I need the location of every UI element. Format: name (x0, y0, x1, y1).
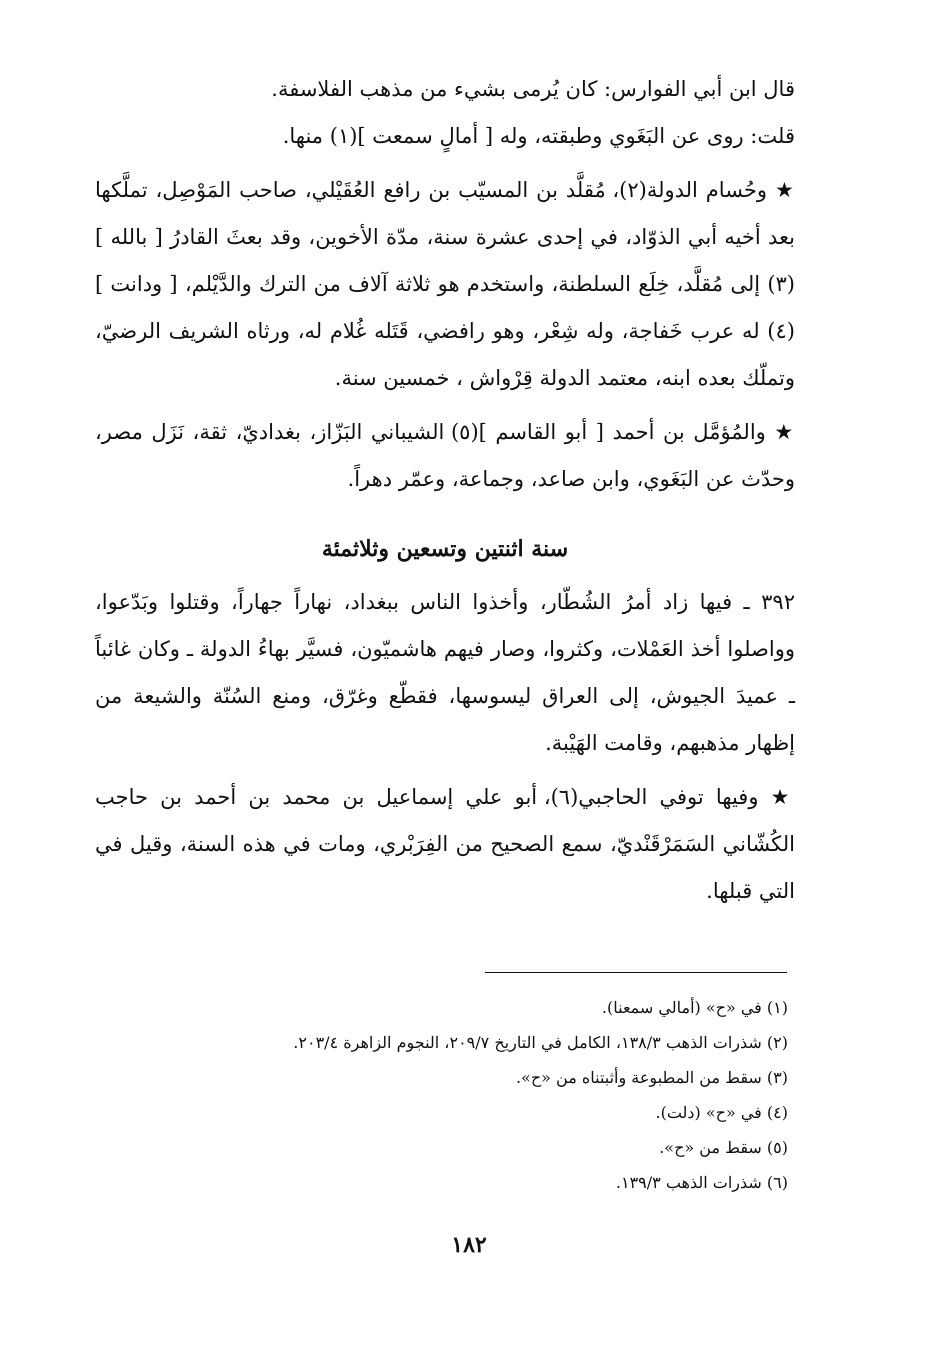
footnote-4: (٤) في «ح» (دلت). (655, 1103, 788, 1122)
footnote-6: (٦) شذرات الذهب ١٣٩/٣. (615, 1173, 788, 1192)
paragraph-5: ٣٩٢ ـ فيها زاد أمرُ الشُطّار، وأخذوا الناس ببغداد، نهاراً جهاراً، وقتلوا وبَدّعوا، وواصلوا أخذ العَمْلات، وكثروا، وصار فيهم هاشميّون، فسيَّر بهاءُ الدولة ـ وكان غائباً ـ عميدَ الجيوش، إلى العراق ليسوسها، فقطّع وغرّق، ومنع السُنّة والشيعة من إظهار مذهبهم، وقامت الهَيْبة. (95, 590, 795, 755)
footnote-1: (١) في «ح» (أمالي سمعنا). (601, 998, 788, 1017)
footnote-2: (٢) شذرات الذهب ١٣٨/٣، الكامل في التاريخ ٢٠٩/٧، النجوم الزاهرة ٢٠٣/٤. (293, 1033, 788, 1052)
footnote-3: (٣) سقط من المطبوعة وأثبتناه من «ح». (515, 1068, 788, 1087)
paragraph-3: ★ وحُسام الدولة(٢)، مُقلَّد بن المسيّب بن رافع العُقَيْلي، صاحب المَوْصِل، تملَّكها بعد أخيه أبي الذوّاد، في إحدى عشرة سنة، مدّة الأخوين، وقد بعثَ القادرُ [ بالله ](٣) إلى مُقلَّد، خِلَع السلطنة، واستخدم هو ثلاثة آلاف من الترك والدَّيْلم، [ ودانت ](٤) له عرب خَفاجة، وله شِعْر، وهو رافضي، قَتَله غُلام له، ورثاه الشريف الرضيّ، وتملّك بعده ابنه، معتمد الدولة قِرْواش ، خمسين سنة. (95, 178, 795, 390)
paragraph-6: ★ وفيها توفي الحاجبي(٦)، أبو علي إسماعيل بن محمد بن أحمد بن حاجب الكُشّاني السَمَرْقَنْديّ، سمع الصحيح من الفِرَبْري، ومات في هذه السنة، وقيل في التي قبلها. (95, 785, 795, 903)
paragraph-4: ★ والمُؤمَّل بن أحمد [ أبو القاسم ](٥) الشيباني البَزّاز، بغداديّ، ثقة، نَزَل مصر، وحدّث عن البَغَوي، وابن صاعد، وجماعة، وعمّر دهراً. (95, 420, 795, 491)
paragraph-1: قال ابن أبي الفوارس: كان يُرمى بشيء من مذهب الفلاسفة. (271, 77, 795, 101)
page-number: ١٨٢ (451, 1232, 487, 1258)
footnotes (98, 990, 788, 1200)
main-text (95, 66, 795, 915)
section-heading: سنة اثنتين وتسعين وثلاثمئة (321, 536, 569, 562)
footnote-divider (485, 972, 787, 973)
paragraph-2: قلت: روى عن البَغَوي وطبقته، وله [ أمالٍ سمعت ](١) منها. (282, 124, 795, 148)
footnote-5: (٥) سقط من «ح». (659, 1138, 788, 1157)
